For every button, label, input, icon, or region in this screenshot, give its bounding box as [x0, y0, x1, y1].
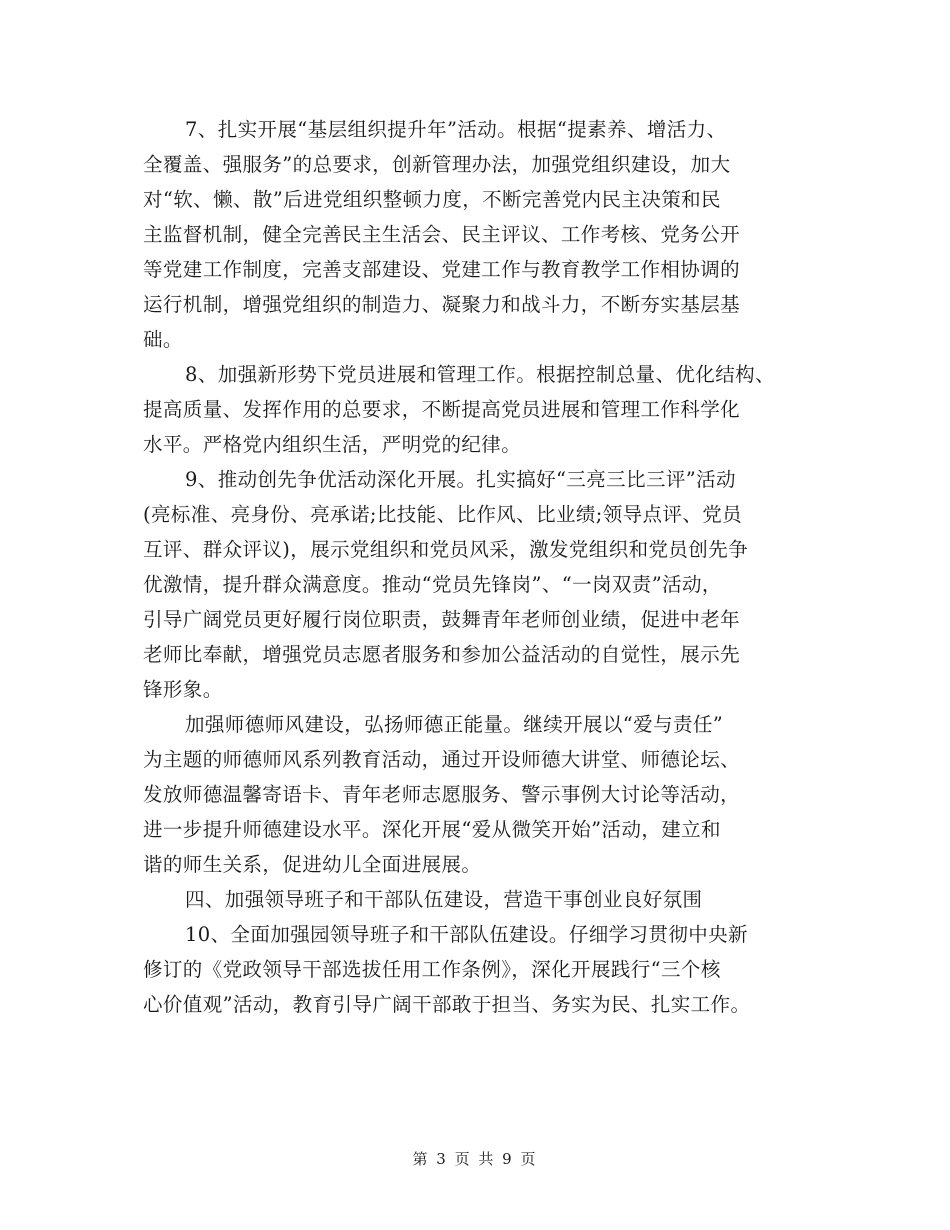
text-line: 进一步提升师德建设水平。深化开展“爱从微笑开始”活动，建立和 — [143, 818, 721, 841]
text-line: 谐的师生关系，促进幼儿全面进展展。 — [143, 853, 482, 876]
text-line: (亮标准、亮身份、亮承诺;比技能、比作风、比业绩;领导点评、党员 — [143, 503, 743, 526]
paragraph-item-9 — [143, 462, 815, 707]
text-line: 发放师德温馨寄语卡、青年老师志愿服务、警示事例大讨论等活动， — [143, 783, 741, 806]
text-line: 主监督机制，健全完善民主生活会、民主评议、工作考核、党务公开 — [143, 223, 741, 246]
text-line: 8、加强新形势下党员进展和管理工作。根据控制总量、优化结构、 — [185, 363, 775, 386]
paragraph-teacher-ethics — [143, 707, 815, 882]
text-line: 7、扎实开展“基层组织提升年”活动。根据“提素养、增活力、 — [185, 118, 727, 141]
page-number-footer: 第 3 页 共 9 页 — [412, 1150, 538, 1168]
section-heading-4 — [143, 882, 815, 917]
paragraph-item-7 — [143, 112, 815, 357]
section-heading: 四、加强领导班子和干部队伍建设，营造干事创业良好氛围 — [185, 888, 703, 911]
text-line: 提高质量、发挥作用的总要求，不断提高党员进展和管理工作科学化 — [143, 398, 741, 421]
text-line: 互评、群众评议)，展示党组织和党员风采，激发党组织和党员创先争 — [143, 538, 749, 561]
text-line: 等党建工作制度，完善支部建设、党建工作与教育教学工作相协调的 — [143, 258, 741, 281]
text-line: 9、推动创先争优活动深化开展。扎实搞好“三亮三比三评”活动 — [185, 468, 736, 491]
text-line: 优激情，提升群众满意度。推动“党员先锋岗”、“一岗双责”活动， — [143, 573, 722, 596]
text-line: 10、全面加强园领导班子和干部队伍建设。仔细学习贯彻中央新 — [185, 923, 748, 946]
document-body — [143, 112, 815, 1022]
text-line: 础。 — [143, 328, 183, 351]
paragraph-item-8 — [143, 357, 815, 462]
text-line: 全覆盖、强服务”的总要求，创新管理办法，加强党组织建设，加大 — [143, 153, 731, 176]
text-line: 老师比奉献，增强党员志愿者服务和参加公益活动的自觉性，展示先 — [143, 643, 741, 666]
text-line: 锋形象。 — [143, 678, 223, 701]
text-line: 引导广阔党员更好履行岗位职责，鼓舞青年老师创业绩，促进中老年 — [143, 608, 741, 631]
text-line: 运行机制，增强党组织的制造力、凝聚力和战斗力，不断夯实基层基 — [143, 293, 741, 316]
paragraph-item-10 — [143, 917, 815, 1022]
text-line: 修订的《党政领导干部选拔任用工作条例》，深化开展践行“三个核 — [143, 958, 721, 981]
text-line: 加强师德师风建设，弘扬师德正能量。继续开展以“爱与责任” — [185, 713, 724, 736]
text-line: 水平。严格党内组织生活，严明党的纪律。 — [143, 433, 522, 456]
text-line: 对“软、懒、散”后进党组织整顿力度，不断完善党内民主决策和民 — [143, 188, 721, 211]
text-line: 为主题的师德师风系列教育活动，通过开设师德大讲堂、师德论坛、 — [143, 748, 741, 771]
text-line: 心价值观”活动，教育引导广阔干部敢于担当、务实为民、扎实工作。 — [143, 993, 751, 1016]
